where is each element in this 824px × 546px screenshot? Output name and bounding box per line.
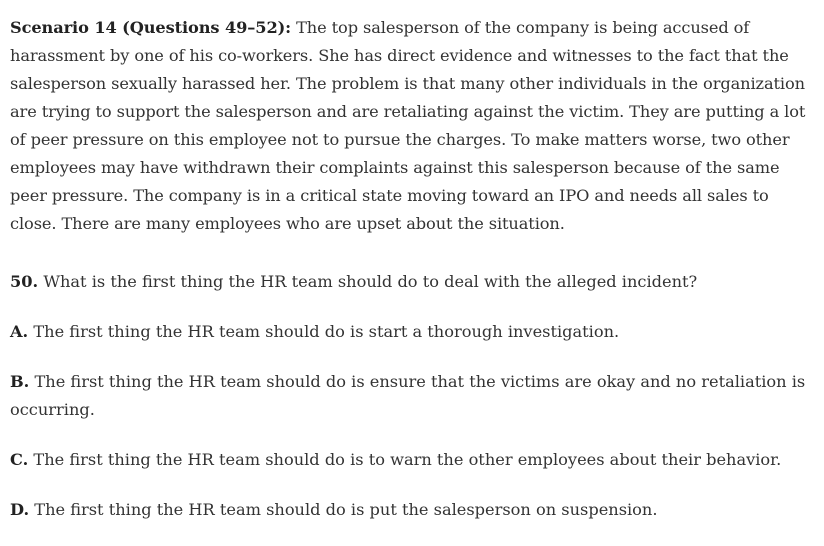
- option-c-letter: C.: [10, 450, 29, 469]
- question-number: 50.: [10, 272, 39, 291]
- scenario-paragraph: [10, 14, 814, 238]
- question: [10, 268, 814, 296]
- option-a: [10, 318, 814, 346]
- scenario-text: The top salesperson of the company is being accused of harassment by one of his co-workers. She has direct evidence and witnesses to the fact that the salesperson sexually harassed her. The problem is that many other individuals in the organization are trying to support the salesperson and are retaliating against the victim. They are putting a lot of peer pressure on this employee not to pursue the charges. To make matters worse, two other employees may have withdrawn their complaints against this salesperson because of the same peer pressure. The company is in a critical state moving toward an IPO and needs all sales to close. There are many employees who are upset about the situation.: [10, 18, 806, 233]
- question-text: What is the first thing the HR team should do to deal with the alleged incident?: [43, 272, 698, 291]
- option-d-text: The first thing the HR team should do is put the salesperson on suspension.: [34, 500, 658, 519]
- document-body: [10, 14, 814, 524]
- option-c-text: The first thing the HR team should do is to warn the other employees about their behavior.: [33, 450, 782, 469]
- scenario-heading: Scenario 14 (Questions 49–52):: [10, 18, 292, 37]
- option-b-text: The first thing the HR team should do is ensure that the victims are okay and no retaliation is occurring.: [10, 372, 806, 419]
- option-b-letter: B.: [10, 372, 30, 391]
- option-c: [10, 446, 814, 474]
- option-a-text: The first thing the HR team should do is start a thorough investigation.: [33, 322, 620, 341]
- option-d: [10, 496, 814, 524]
- option-a-letter: A.: [10, 322, 29, 341]
- option-d-letter: D.: [10, 500, 30, 519]
- option-b: [10, 368, 814, 424]
